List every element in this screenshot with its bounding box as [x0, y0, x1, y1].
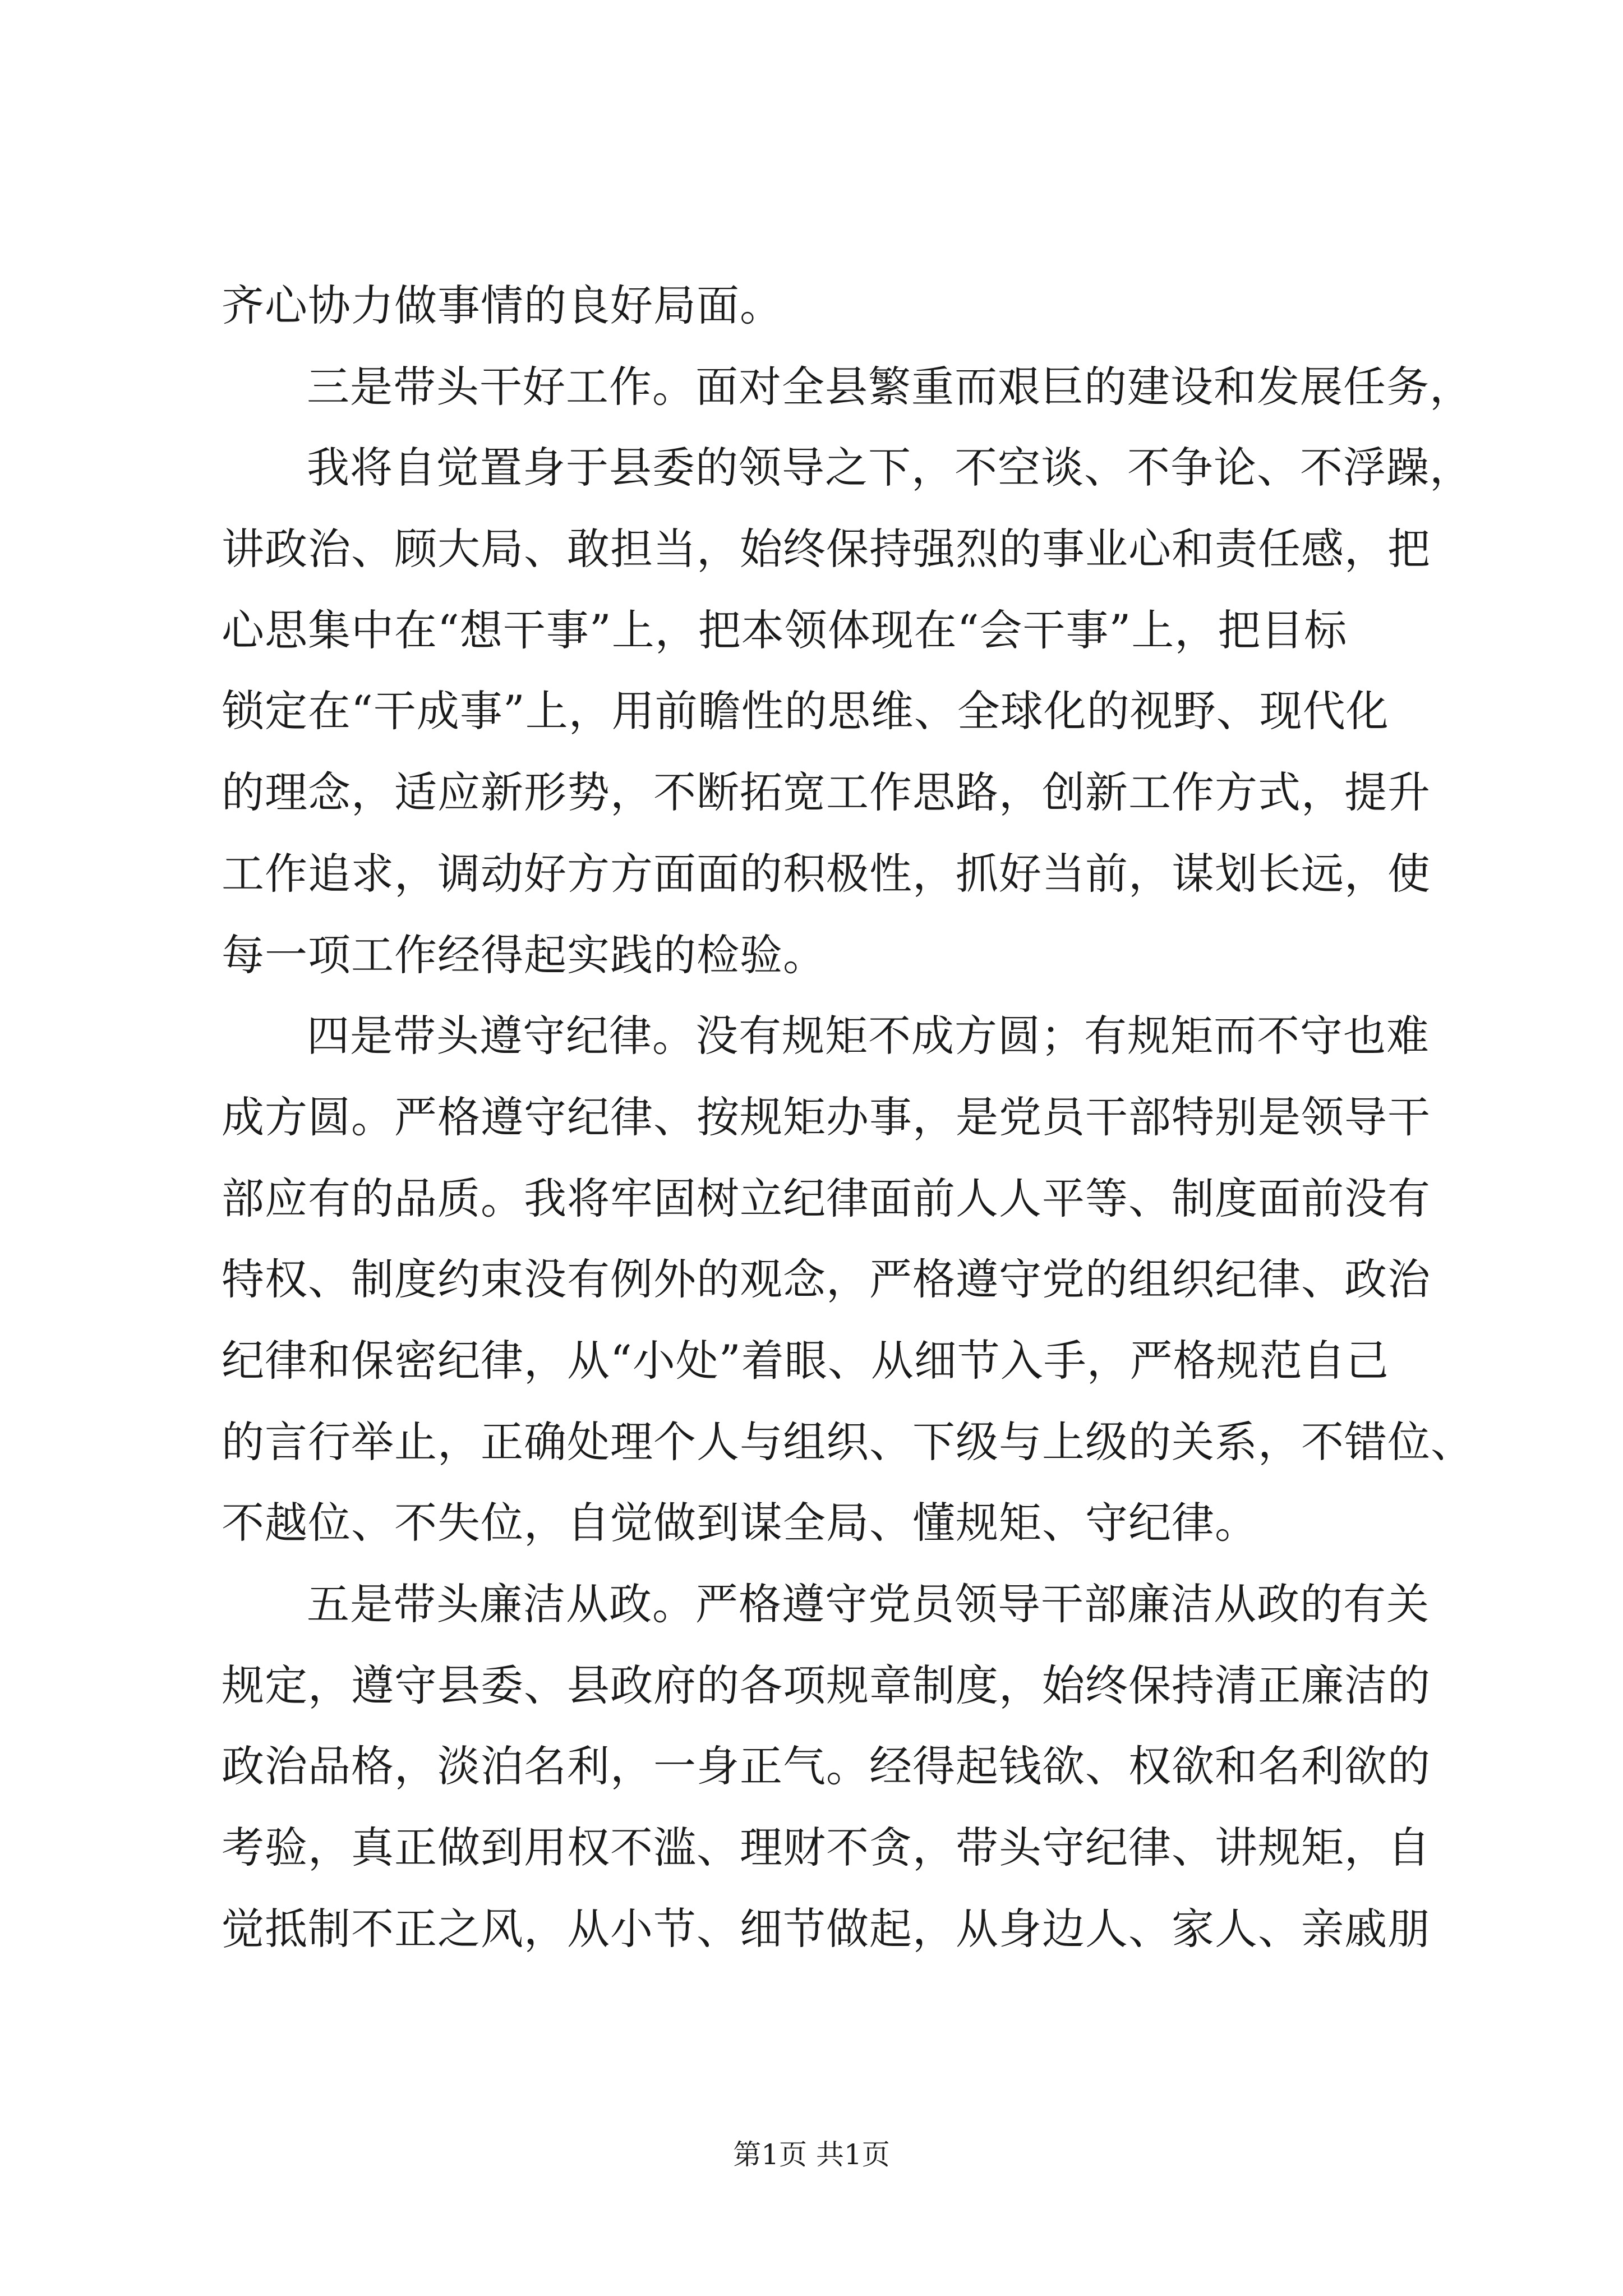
text-line: 齐心协力做事情的良好局面。	[222, 280, 783, 330]
text-line: 特权、制度约束没有例外的观念，严格遵守党的组织纪律、政治	[222, 1254, 1431, 1305]
text-line: 考验，真正做到用权不滥、理财不贪，带头守纪律、讲规矩，自	[222, 1823, 1431, 1873]
paragraph-point-three-heading	[222, 347, 1511, 428]
paragraph-point-three-body	[222, 427, 1511, 996]
text-line: 成方圆。严格遵守纪律、按规矩办事，是党员干部特别是领导干	[222, 1092, 1431, 1142]
text-line: 每一项工作经得起实践的检验。	[222, 930, 826, 980]
paragraph-point-four	[222, 996, 1511, 1564]
text-line: 的言行举止，正确处理个人与组织、下级与上级的关系，不错位、	[222, 1416, 1474, 1467]
text-line: 规定，遵守县委、县政府的各项规章制度，始终保持清正廉洁的	[222, 1660, 1431, 1710]
text-line: 我将自觉置身于县委的领导之下，不空谈、不争论、不浮躁，	[307, 443, 1473, 493]
text-line: 讲政治、顾大局、敢担当，始终保持强烈的事业心和责任感，把	[222, 524, 1431, 574]
text-line: 纪律和保密纪律，从“小处”着眼、从细节入手，严格规范自己	[222, 1335, 1389, 1386]
text-line: 锁定在“干成事”上，用前瞻性的思维、全球化的视野、现代化	[222, 686, 1389, 737]
paragraph-point-five	[222, 1564, 1511, 1970]
text-line: 部应有的品质。我将牢固树立纪律面前人人平等、制度面前没有	[222, 1173, 1431, 1223]
text-line: 四是带头遵守纪律。没有规矩不成方圆；有规矩而不守也难	[307, 1011, 1430, 1061]
text-line: 心思集中在“想干事”上，把本领体现在“会干事”上，把目标	[222, 605, 1348, 655]
text-line: 五是带头廉洁从政。严格遵守党员领导干部廉洁从政的有关	[307, 1579, 1430, 1629]
page-number-footer: 第1页 共1页	[733, 2138, 890, 2171]
text-line: 工作追求，调动好方方面面的积极性，抓好当前，谋划长远，使	[222, 848, 1431, 899]
document-body	[222, 265, 1511, 1970]
text-line: 的理念，适应新形势，不断拓宽工作思路，创新工作方式，提升	[222, 767, 1431, 818]
text-line: 三是带头干好工作。面对全县繁重而艰巨的建设和发展任务，	[307, 361, 1473, 412]
text-line: 不越位、不失位，自觉做到谋全局、懂规矩、守纪律。	[222, 1498, 1258, 1548]
paragraph-continuation	[222, 265, 1511, 347]
text-line: 政治品格，淡泊名利，一身正气。经得起钱欲、权欲和名利欲的	[222, 1741, 1431, 1792]
text-line: 觉抵制不正之风，从小节、细节做起，从身边人、家人、亲戚朋	[222, 1903, 1431, 1954]
